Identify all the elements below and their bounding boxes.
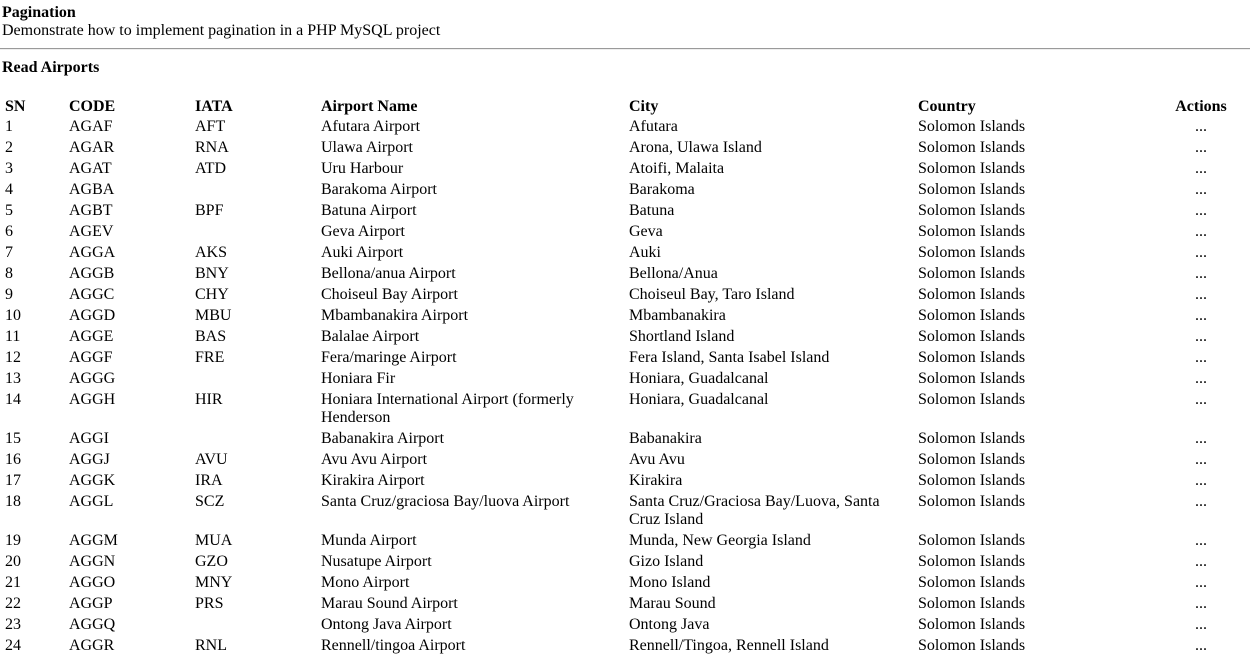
cell-city: Shortland Island (629, 328, 735, 345)
cell-code: AGGR (69, 637, 115, 654)
cell-code: AGGQ (69, 616, 116, 633)
cell-city: Arona, Ulawa Island (629, 139, 762, 156)
column-header-code: CODE (69, 98, 116, 115)
table-row (2, 138, 1247, 159)
cell-airport-name: Rennell/tingoa Airport (321, 637, 466, 654)
cell-country: Solomon Islands (918, 472, 1026, 489)
cell-actions (1155, 531, 1247, 552)
cell-sn: 11 (5, 328, 21, 345)
cell-country: Solomon Islands (918, 493, 1026, 510)
section-title: Read Airports (2, 59, 100, 76)
table-row (2, 264, 1247, 285)
cell-code: AGGN (69, 553, 116, 570)
cell-country: Solomon Islands (918, 451, 1026, 468)
cell-code: AGGJ (69, 451, 110, 468)
table-row (2, 159, 1247, 180)
cell-iata: HIR (195, 391, 223, 408)
cell-actions (1155, 552, 1247, 573)
cell-country: Solomon Islands (918, 532, 1026, 549)
cell-airport-name: Babanakira Airport (321, 430, 445, 447)
cell-actions (1155, 306, 1247, 327)
cell-country: Solomon Islands (918, 181, 1026, 198)
cell-actions (1155, 117, 1247, 138)
cell-iata: AKS (195, 244, 228, 261)
cell-code: AGAT (69, 160, 112, 177)
table-row (2, 285, 1247, 306)
cell-actions (1155, 450, 1247, 471)
cell-iata: RNA (195, 139, 229, 156)
cell-sn: 3 (5, 160, 13, 177)
table-row (2, 327, 1247, 348)
cell-sn: 9 (5, 286, 13, 303)
cell-airport-name: Santa Cruz/graciosa Bay/luova Airport (321, 493, 570, 510)
cell-iata (192, 429, 318, 450)
cell-airport-name: Bellona/anua Airport (321, 265, 456, 282)
cell-iata: MBU (195, 307, 232, 324)
row-actions-menu[interactable]: ... (1195, 265, 1207, 282)
cell-code: AGGM (69, 532, 118, 549)
cell-sn: 2 (5, 139, 13, 156)
cell-iata: CHY (195, 286, 229, 303)
cell-code: AGAR (69, 139, 115, 156)
cell-code: AGGI (69, 430, 109, 447)
cell-actions (1155, 348, 1247, 369)
table-row (2, 306, 1247, 327)
cell-sn: 7 (5, 244, 13, 261)
cell-iata: SCZ (195, 493, 225, 510)
cell-iata: BNY (195, 265, 229, 282)
row-actions-menu[interactable]: ... (1195, 160, 1207, 177)
cell-sn: 13 (5, 370, 21, 387)
row-actions-menu[interactable]: ... (1195, 349, 1207, 366)
cell-actions (1155, 180, 1247, 201)
row-actions-menu[interactable]: ... (1195, 637, 1207, 654)
cell-city: Kirakira (629, 472, 683, 489)
table-row (2, 201, 1247, 222)
row-actions-menu[interactable]: ... (1195, 118, 1207, 135)
cell-airport-name: Mbambanakira Airport (321, 307, 469, 324)
cell-country: Solomon Islands (918, 370, 1026, 387)
cell-iata: IRA (195, 472, 223, 489)
cell-code: AGBT (69, 202, 113, 219)
cell-code: AGBA (69, 181, 115, 198)
cell-city: Choiseul Bay, Taro Island (629, 286, 795, 303)
cell-actions (1155, 285, 1247, 306)
cell-actions (1155, 615, 1247, 636)
row-actions-menu[interactable]: ... (1195, 328, 1207, 345)
page-title: Pagination (2, 4, 76, 21)
cell-sn: 1 (5, 118, 13, 135)
cell-country: Solomon Islands (918, 307, 1026, 324)
cell-airport-name: Balalae Airport (321, 328, 420, 345)
cell-code: AGGO (69, 574, 116, 591)
cell-actions (1155, 243, 1247, 264)
cell-airport-name: Geva Airport (321, 223, 405, 240)
table-row (2, 348, 1247, 369)
cell-code: AGEV (69, 223, 114, 240)
cell-iata: FRE (195, 349, 225, 366)
cell-iata: ATD (195, 160, 227, 177)
row-actions-menu[interactable]: ... (1195, 430, 1207, 447)
row-actions-menu[interactable]: ... (1195, 472, 1207, 489)
cell-city: Gizo Island (629, 553, 704, 570)
cell-actions (1155, 369, 1247, 390)
page-subtitle: Demonstrate how to implement pagination in a PHP MySQL project (2, 22, 441, 39)
cell-country: Solomon Islands (918, 223, 1026, 240)
cell-airport-name: Ulawa Airport (321, 139, 413, 156)
cell-sn: 16 (5, 451, 21, 468)
cell-city: Avu Avu (629, 451, 685, 468)
cell-actions (1155, 573, 1247, 594)
cell-city: Honiara, Guadalcanal (629, 370, 769, 387)
row-actions-menu[interactable]: ... (1195, 616, 1207, 633)
cell-airport-name: Fera/maringe Airport (321, 349, 457, 366)
page-header (2, 4, 440, 40)
cell-iata: RNL (195, 637, 227, 654)
cell-airport-name: Kirakira Airport (321, 472, 425, 489)
cell-country: Solomon Islands (918, 160, 1026, 177)
cell-actions (1155, 138, 1247, 159)
cell-city: Atoifi, Malaita (629, 160, 725, 177)
cell-sn: 5 (5, 202, 13, 219)
cell-sn: 23 (5, 616, 21, 633)
row-actions-menu[interactable]: ... (1195, 574, 1207, 591)
cell-city: Rennell/Tingoa, Rennell Island (629, 637, 829, 654)
cell-country: Solomon Islands (918, 202, 1026, 219)
row-actions-menu[interactable]: ... (1195, 307, 1207, 324)
cell-airport-name: Honiara International Airport (formerly Henderson (321, 391, 574, 426)
cell-actions (1155, 264, 1247, 285)
row-actions-menu[interactable]: ... (1195, 244, 1207, 261)
cell-sn: 14 (5, 391, 21, 408)
cell-airport-name: Barakoma Airport (321, 181, 437, 198)
cell-iata: GZO (195, 553, 228, 570)
header-divider (0, 48, 1250, 50)
cell-actions (1155, 222, 1247, 243)
cell-actions (1155, 429, 1247, 450)
table-row (2, 552, 1247, 573)
row-actions-menu[interactable]: ... (1195, 553, 1207, 570)
table-row (2, 369, 1247, 390)
table-row (2, 243, 1247, 264)
cell-code: AGGL (69, 493, 114, 510)
cell-city: Fera Island, Santa Isabel Island (629, 349, 830, 366)
cell-code: AGGA (69, 244, 116, 261)
cell-code: AGGD (69, 307, 116, 324)
table-row (2, 117, 1247, 138)
row-actions-menu[interactable]: ... (1195, 493, 1207, 510)
cell-iata (192, 615, 318, 636)
cell-iata: AFT (195, 118, 226, 135)
cell-city: Auki (629, 244, 661, 261)
table-row (2, 492, 1247, 531)
cell-airport-name: Afutara Airport (321, 118, 421, 135)
cell-code: AGGB (69, 265, 115, 282)
row-actions-menu[interactable]: ... (1195, 139, 1207, 156)
cell-sn: 10 (5, 307, 21, 324)
cell-code: AGGF (69, 349, 113, 366)
cell-country: Solomon Islands (918, 574, 1026, 591)
table-row (2, 222, 1247, 243)
cell-city: Babanakira (629, 430, 702, 447)
cell-city: Mono Island (629, 574, 711, 591)
cell-iata: BAS (195, 328, 227, 345)
table-header (2, 95, 1247, 117)
table-row (2, 594, 1247, 615)
cell-sn: 21 (5, 574, 21, 591)
cell-iata: MNY (195, 574, 233, 591)
cell-country: Solomon Islands (918, 391, 1026, 408)
cell-actions (1155, 636, 1247, 657)
row-actions-menu[interactable]: ... (1195, 181, 1207, 198)
cell-sn: 24 (5, 637, 21, 654)
cell-country: Solomon Islands (918, 553, 1026, 570)
cell-sn: 20 (5, 553, 21, 570)
cell-country: Solomon Islands (918, 244, 1026, 261)
row-actions-menu[interactable]: ... (1195, 370, 1207, 387)
cell-actions (1155, 492, 1247, 531)
cell-iata (192, 222, 318, 243)
cell-actions (1155, 201, 1247, 222)
row-actions-menu[interactable]: ... (1195, 202, 1207, 219)
table-row (2, 573, 1247, 594)
cell-code: AGGE (69, 328, 114, 345)
cell-sn: 8 (5, 265, 13, 282)
cell-country: Solomon Islands (918, 139, 1026, 156)
cell-airport-name: Ontong Java Airport (321, 616, 452, 633)
cell-airport-name: Nusatupe Airport (321, 553, 432, 570)
cell-country: Solomon Islands (918, 595, 1026, 612)
column-header-country: Country (918, 98, 976, 115)
cell-country: Solomon Islands (918, 265, 1026, 282)
cell-country: Solomon Islands (918, 328, 1026, 345)
table-body (2, 117, 1247, 657)
cell-country: Solomon Islands (918, 616, 1026, 633)
cell-actions (1155, 471, 1247, 492)
cell-city: Barakoma (629, 181, 695, 198)
cell-iata: MUA (195, 532, 233, 549)
cell-city: Santa Cruz/Graciosa Bay/Luova, Santa Cruz Island (629, 493, 880, 528)
table-row (2, 531, 1247, 552)
cell-code: AGGH (69, 391, 116, 408)
column-header-actions: Actions (1175, 98, 1227, 115)
cell-iata: PRS (195, 595, 224, 612)
cell-airport-name: Batuna Airport (321, 202, 417, 219)
cell-iata (192, 180, 318, 201)
table-header-row (2, 95, 1247, 117)
cell-airport-name: Marau Sound Airport (321, 595, 458, 612)
cell-city: Afutara (629, 118, 678, 135)
cell-airport-name: Mono Airport (321, 574, 410, 591)
airports-table (2, 95, 1247, 657)
cell-city: Munda, New Georgia Island (629, 532, 811, 549)
cell-sn: 18 (5, 493, 21, 510)
cell-airport-name: Auki Airport (321, 244, 404, 261)
cell-actions (1155, 594, 1247, 615)
cell-code: AGGK (69, 472, 116, 489)
cell-country: Solomon Islands (918, 349, 1026, 366)
cell-actions (1155, 327, 1247, 348)
row-actions-menu[interactable]: ... (1195, 286, 1207, 303)
cell-sn: 15 (5, 430, 21, 447)
cell-city: Mbambanakira (629, 307, 726, 324)
table-row (2, 429, 1247, 450)
table-row (2, 615, 1247, 636)
cell-city: Bellona/Anua (629, 265, 718, 282)
column-header-iata: IATA (195, 98, 233, 115)
cell-airport-name: Munda Airport (321, 532, 417, 549)
cell-sn: 17 (5, 472, 21, 489)
cell-city: Geva (629, 223, 663, 240)
row-actions-menu[interactable]: ... (1195, 223, 1207, 240)
cell-city: Honiara, Guadalcanal (629, 391, 769, 408)
cell-sn: 12 (5, 349, 21, 366)
cell-city: Batuna (629, 202, 675, 219)
row-actions-menu[interactable]: ... (1195, 391, 1207, 408)
table-row (2, 450, 1247, 471)
cell-city: Ontong Java (629, 616, 710, 633)
cell-airport-name: Avu Avu Airport (321, 451, 428, 468)
row-actions-menu[interactable]: ... (1195, 595, 1207, 612)
cell-code: AGGG (69, 370, 116, 387)
cell-iata: BPF (195, 202, 224, 219)
cell-code: AGGP (69, 595, 113, 612)
cell-airport-name: Choiseul Bay Airport (321, 286, 458, 303)
cell-code: AGGC (69, 286, 115, 303)
table-row (2, 471, 1247, 492)
cell-code: AGAF (69, 118, 113, 135)
row-actions-menu[interactable]: ... (1195, 532, 1207, 549)
cell-sn: 4 (5, 181, 13, 198)
table-row (2, 636, 1247, 657)
row-actions-menu[interactable]: ... (1195, 451, 1207, 468)
cell-country: Solomon Islands (918, 430, 1026, 447)
cell-country: Solomon Islands (918, 637, 1026, 654)
cell-country: Solomon Islands (918, 118, 1026, 135)
cell-iata (192, 369, 318, 390)
column-header-airport-name: Airport Name (321, 98, 418, 115)
cell-actions (1155, 390, 1247, 429)
column-header-sn: SN (5, 98, 26, 115)
cell-iata: AVU (195, 451, 228, 468)
table-row (2, 180, 1247, 201)
cell-airport-name: Uru Harbour (321, 160, 404, 177)
table-row (2, 390, 1247, 429)
cell-airport-name: Honiara Fir (321, 370, 396, 387)
cell-sn: 6 (5, 223, 13, 240)
cell-sn: 22 (5, 595, 21, 612)
cell-actions (1155, 159, 1247, 180)
column-header-city: City (629, 98, 659, 115)
cell-city: Marau Sound (629, 595, 716, 612)
cell-sn: 19 (5, 532, 21, 549)
cell-country: Solomon Islands (918, 286, 1026, 303)
